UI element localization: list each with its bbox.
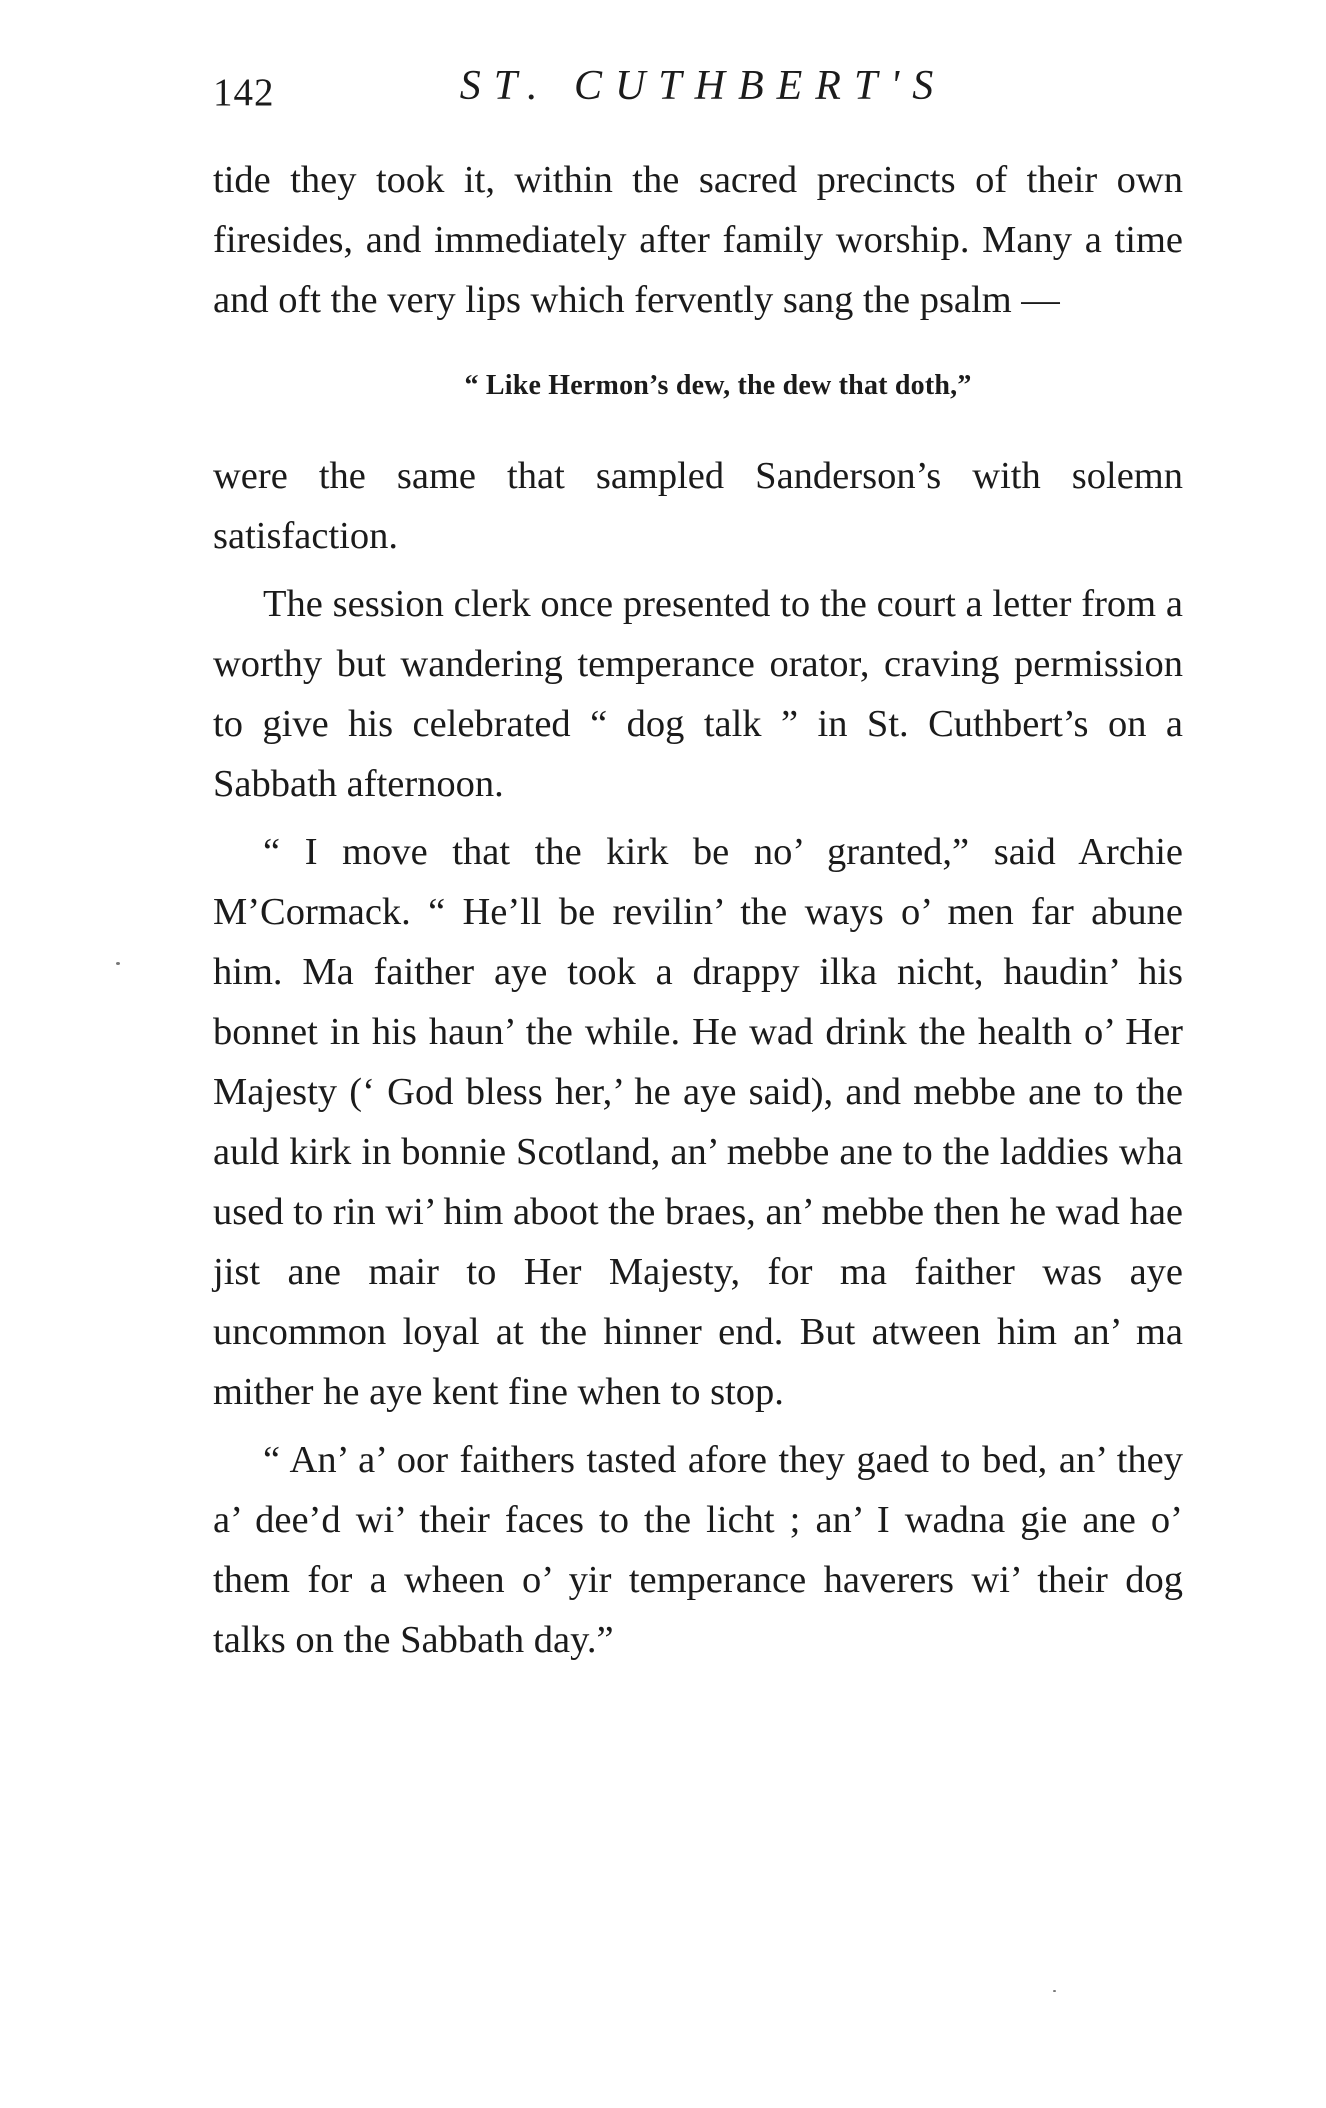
running-title: ST. CUTHBERT'S — [459, 63, 947, 109]
paragraph-continuation: tide they took it, within the sacred precincts of their own firesides, and immediately after family worship. Many a time and oft the very lips which fervently sang the psalm — — [213, 159, 1183, 321]
paragraph: The session clerk once presented to the court a letter from a worthy but wandering temperance orator, craving permission to give his celebrated “ dog talk ” in St. Cuthbert’s on a Sabbath afternoon. — [213, 583, 1183, 805]
print-speck — [116, 962, 120, 965]
block-quote: “ Like Hermon’s dew, the dew that doth,” — [464, 370, 972, 401]
paragraph: were the same that sampled Sanderson’s with solemn satisfaction. — [213, 455, 1183, 557]
page-header — [213, 62, 1183, 122]
paragraph: “ I move that the kirk be no’ granted,” said Archie M’Cormack. “ He’ll be revilin’ the ways o’ men far abune him. Ma faither aye took a drappy ilka nicht, haudin’ his bonnet in his haun’ the while. He wad drink the health o’ Her Majesty (‘ God bless her,’ he aye said), and mebbe ane to the auld kirk in bonnie Scotland, an’ mebbe ane to the laddies wha used to rin wi’ him aboot the braes, an’ mebbe then he wad hae jist ane mair to Her Majesty, for ma faither was aye uncommon loyal at the hinner end. But atween him an’ ma mither he aye kent fine when to stop. — [213, 831, 1183, 1413]
page-number: 142 — [213, 71, 275, 114]
body-text — [213, 150, 1183, 1670]
print-speck — [1053, 1990, 1056, 1992]
paragraph: “ An’ a’ oor faithers tasted afore they gaed to bed, an’ they a’ dee’d wi’ their faces to the licht ; an’ I wadna gie ane o’ them for a wheen o’ yir temperance haverers wi’ their dog talks on the Sabbath day.” — [213, 1439, 1183, 1661]
